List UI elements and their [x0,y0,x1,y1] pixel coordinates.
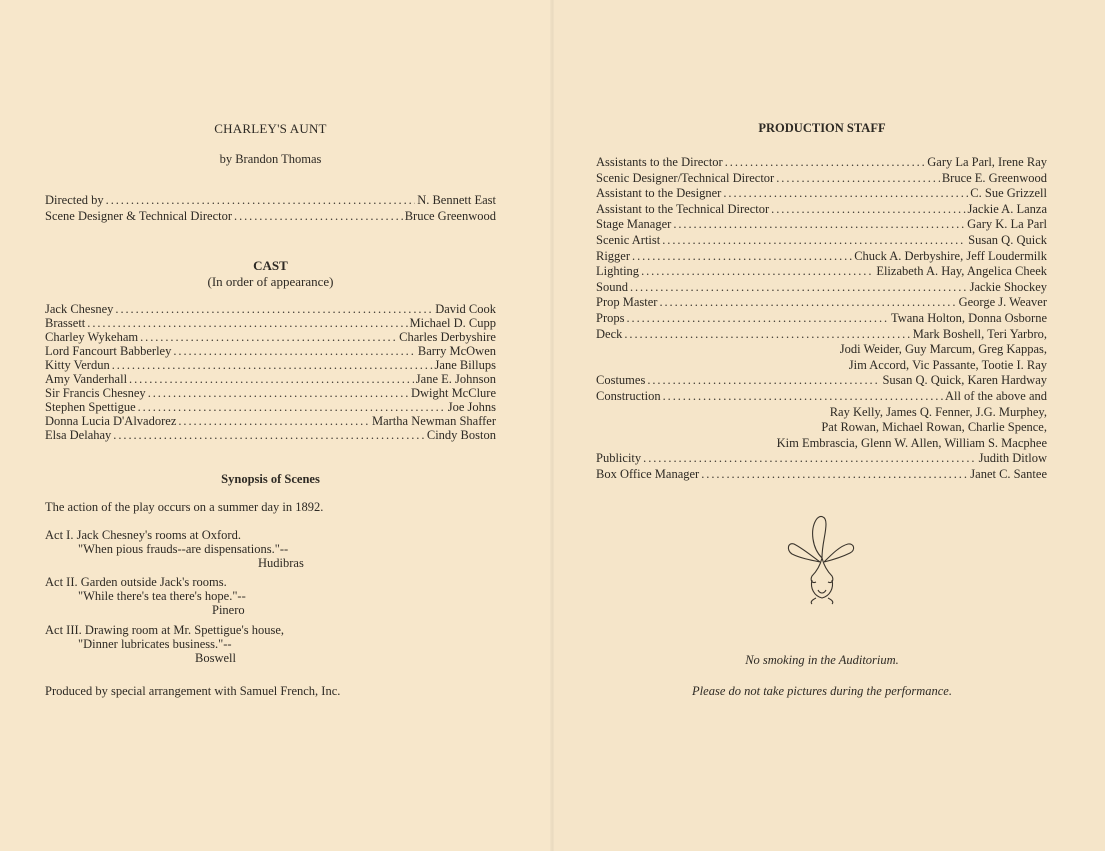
credits-list [45,192,496,224]
staff-row [596,467,1047,483]
role-label: Scenic Designer/Technical Director [596,170,775,185]
role-label: Kitty Verdun [45,358,110,372]
person-name: All of the above and [944,388,1047,403]
credit-row [45,208,496,224]
no-pictures-notice: Please do not take pictures during the performance. [692,684,952,698]
dot-leader [234,208,403,224]
person-name: Elizabeth A. Hay, Angelica Cheek [876,264,1047,279]
person-name: C. Sue Grizzell [970,186,1047,201]
staff-row [596,327,1047,343]
person-name: Martha Newman Shaffer [371,414,496,428]
person-name: David Cook [435,302,496,316]
dot-leader [87,316,407,330]
dot-leader [630,280,968,296]
staff-row [596,155,1047,171]
cast-row [45,344,496,358]
person-name: Judith Ditlow [978,451,1047,466]
dot-leader [663,389,943,405]
role-label: Charley Wykeham [45,330,139,344]
person-name: Jane Billups [434,358,496,372]
act-quote: "Dinner lubricates business."-- [78,637,232,651]
person-name: Chuck A. Derbyshire, Jeff Loudermilk [854,248,1047,263]
staff-row [596,295,1047,311]
person-name: Michael D. Cupp [409,316,496,330]
role-label: Props [596,310,625,325]
role-label: Sound [596,279,628,294]
continued-names: Jodi Weider, Guy Marcum, Greg Kappas, [839,342,1047,357]
dot-leader [632,249,852,265]
dot-leader [148,386,409,400]
dot-leader [723,186,968,202]
person-name: Charles Derbyshire [399,330,496,344]
act-quote: "While there's tea there's hope."-- [78,589,246,603]
role-label: Construction [596,388,661,403]
person-name: Jackie A. Lanza [967,201,1047,216]
cast-row [45,428,496,442]
credit-row [45,192,496,208]
dot-leader [626,311,888,327]
role-label: Scene Designer & Technical Director [45,209,233,223]
role-label: Assistants to the Director [596,155,723,169]
cast-row [45,400,496,414]
person-name: Cindy Boston [426,428,496,442]
staff-row [596,373,1047,389]
no-smoking-notice: No smoking in the Auditorium. [745,653,899,667]
person-name: Bruce E. Greenwood [941,170,1047,185]
cast-row [45,358,496,372]
cast-row [45,302,496,316]
cast-list [45,302,496,442]
role-label: Box Office Manager [596,466,700,481]
person-name: Mark Boshell, Teri Yarbro, [912,326,1047,341]
dot-leader [776,171,940,187]
cast-row [45,386,496,400]
role-label: Lighting [596,264,640,279]
dot-leader [662,233,966,249]
staff-row [596,202,1047,218]
cast-row [45,330,496,344]
role-label: Deck [596,326,623,341]
cast-subheading: (In order of appearance) [207,274,334,289]
act-setting: Act II. Garden outside Jack's rooms. [45,575,227,589]
play-title: CHARLEY'S AUNT [214,121,327,136]
dot-leader [138,400,446,414]
continued-names: Jim Accord, Vic Passante, Tootie I. Ray [848,357,1047,372]
person-name: N. Bennett East [417,193,496,207]
dot-leader [643,451,976,467]
person-name: Jackie Shockey [969,279,1047,294]
continued-names: Kim Embrascia, Glenn W. Allen, William S. Macphee [776,435,1047,450]
dot-leader [112,358,433,372]
person-name: Dwight McClure [410,386,496,400]
staff-row [596,249,1047,265]
dot-leader [673,217,965,233]
dot-leader [725,155,926,171]
cast-row [45,316,496,330]
staff-row [596,311,1047,327]
continued-names: Ray Kelly, James Q. Fenner, J.G. Murphey, [829,404,1047,419]
act-quote-source: Hudibras [258,556,304,570]
staff-row [596,451,1047,467]
person-name: Barry McOwen [417,344,496,358]
staff-list [596,155,1047,482]
role-label: Rigger [596,248,631,263]
staff-row [596,264,1047,280]
act-setting: Act III. Drawing room at Mr. Spettigue's house, [45,623,285,637]
dot-leader [647,373,880,389]
role-label: Elsa Delahay [45,428,112,442]
cast-row [45,372,496,386]
act-setting: Act I. Jack Chesney's rooms at Oxford. [45,528,241,542]
role-label: Directed by [45,193,104,207]
person-name: Joe Johns [447,400,496,414]
role-label: Brassett [45,316,86,330]
act-one [45,528,304,570]
action-line: The action of the play occurs on a summer day in 1892. [45,500,324,514]
role-label: Assistant to the Designer [596,186,722,201]
role-label: Stephen Spettigue [45,400,136,414]
dot-leader [140,330,397,344]
role-label: Scenic Artist [596,232,661,247]
staff-row [596,280,1047,296]
synopsis-heading: Synopsis of Scenes [221,472,320,486]
dot-leader [701,467,968,483]
dot-leader [771,202,965,218]
person-name: George J. Weaver [958,295,1047,310]
person-name: Jane E. Johnson [415,372,496,386]
role-label: Jack Chesney [45,302,114,316]
role-label: Amy Vanderhall [45,372,128,386]
role-label: Prop Master [596,295,658,310]
fleur-emblem-icon [782,510,860,605]
cast-heading: CAST [253,258,288,273]
act-quote-source: Boswell [195,651,236,665]
act-quote: "When pious frauds--are dispensations."-- [78,542,289,556]
dot-leader [178,414,370,428]
role-label: Costumes [596,373,646,388]
act-quote-source: Pinero [212,603,245,617]
cast-row [45,414,496,428]
person-name: Susan Q. Quick, Karen Hardway [882,373,1047,388]
play-byline: by Brandon Thomas [219,152,322,166]
dot-leader [129,372,414,386]
dot-leader [641,264,874,280]
staff-row [596,217,1047,233]
dot-leader [113,428,425,442]
staff-row [596,389,1047,405]
production-staff-heading: PRODUCTION STAFF [758,121,886,135]
person-name: Janet C. Santee [970,466,1047,481]
role-label: Sir Francis Chesney [45,386,146,400]
staff-row [596,171,1047,187]
dot-leader [115,302,433,316]
continued-names: Pat Rowan, Michael Rowan, Charlie Spence, [821,420,1047,435]
role-label: Donna Lucia D'Alvadorez [45,414,177,428]
person-name: Susan Q. Quick [968,232,1047,247]
person-name: Twana Holton, Donna Osborne [890,310,1047,325]
dot-leader [624,327,910,343]
act-two [45,575,246,617]
dot-leader [106,192,416,208]
staff-row [596,186,1047,202]
role-label: Lord Fancourt Babberley [45,344,172,358]
person-name: Gary La Parl, Irene Ray [927,155,1047,169]
act-three [45,623,284,665]
dot-leader [659,295,956,311]
produced-note: Produced by special arrangement with Samuel French, Inc. [45,684,341,698]
person-name: Bruce Greenwood [404,209,496,223]
staff-row [596,233,1047,249]
person-name: Gary K. La Parl [967,217,1047,232]
role-label: Assistant to the Technical Director [596,201,770,216]
role-label: Publicity [596,451,642,466]
dot-leader [173,344,416,358]
role-label: Stage Manager [596,217,672,232]
